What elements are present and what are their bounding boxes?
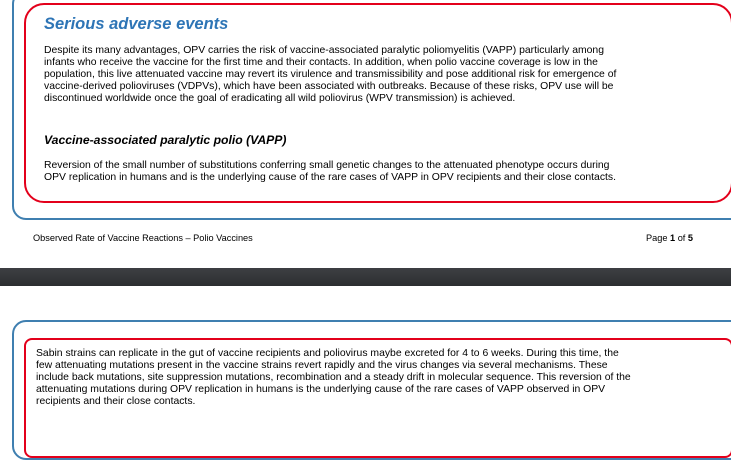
paragraph-line: recipients and their close contacts. xyxy=(36,396,196,407)
paragraph-line: population, this live attenuated vaccine may revert its virulence and transmissibility and pose additional risk for emergence of xyxy=(44,69,617,80)
page-of: of xyxy=(675,233,688,243)
paragraph-line: Reversion of the small number of substitutions conferring small genetic changes to the attenuated phenotype occurs during xyxy=(44,160,610,171)
page-separator xyxy=(0,268,731,286)
paragraph-line: include back mutations, site suppression mutations, recombination and a steady drift in molecular sequence. This reversion of the xyxy=(36,372,631,383)
section-heading: Serious adverse events xyxy=(44,15,229,33)
paragraph-line: OPV replication in humans and is the underlying cause of the rare cases of VAPP in OPV recipients and their close contacts. xyxy=(44,172,616,183)
page-number xyxy=(646,233,693,243)
paragraph-line: Despite its many advantages, OPV carries the risk of vaccine-associated paralytic poliomyelitis (VAPP) particularly among xyxy=(44,45,604,56)
paragraph-line: vaccine-derived polioviruses (VDPVs), which have been associated with outbreaks. Because of these risks, OPV use will be xyxy=(44,81,614,92)
footer-title: Observed Rate of Vaccine Reactions – Polio Vaccines xyxy=(33,233,253,243)
paragraph-line: few attenuating mutations present in the vaccine strains revert rapidly and the virus changes via several mechanisms. These xyxy=(36,360,608,371)
page-total: 5 xyxy=(687,233,694,243)
page-current: 1 xyxy=(670,233,676,243)
subsection-heading: Vaccine-associated paralytic polio (VAPP) xyxy=(44,133,287,147)
paragraph-line: attenuating mutations during OPV replication in humans is the underlying cause of the rare cases of VAPP observed in OPV xyxy=(36,384,606,395)
paragraph-line: discontinued worldwide once the goal of eradicating all wild poliovirus (WPV transmission) is achieved. xyxy=(44,93,516,104)
paragraph-line: infants who receive the vaccine for the first time and their contacts. In addition, when polio vaccine coverage is low in the xyxy=(44,57,598,68)
paragraph-line: Sabin strains can replicate in the gut of vaccine recipients and poliovirus maybe excreted for 4 to 6 weeks. During this time, the xyxy=(36,348,619,359)
page-prefix: Page xyxy=(646,233,671,243)
